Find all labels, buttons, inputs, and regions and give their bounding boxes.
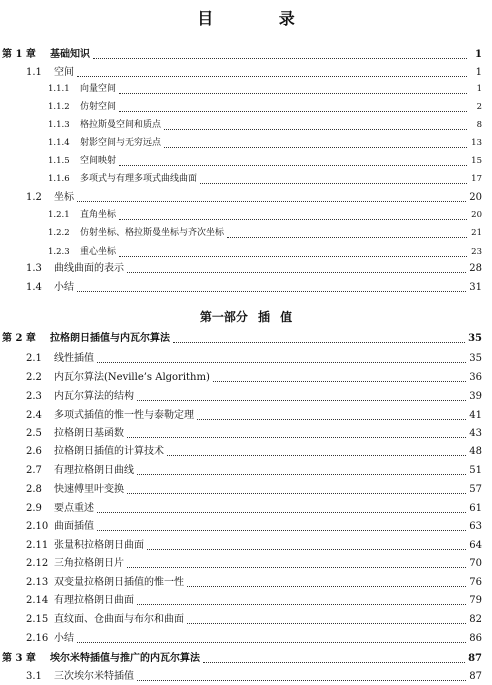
toc-section-entry [0,443,482,460]
toc-subsection-entry [0,117,482,134]
entry-number: 2.10 [26,521,49,532]
page-number: 61 [469,503,482,514]
page-number: 70 [469,558,482,569]
entry-number: 2.3 [26,391,42,402]
entry-number: 2.14 [26,595,49,606]
entry-number: 1.1 [26,67,42,78]
entry-number: 1.1.3 [48,120,70,130]
entry-title: 多项式插值的惟一性与泰勒定理 [54,410,194,421]
page-number: 23 [471,247,482,257]
entry-number: 第 2 章 [2,333,36,344]
toc-section-entry [0,260,482,277]
page-number: 35 [468,333,482,344]
page-number: 41 [469,410,482,421]
entry-number: 第 1 章 [2,49,36,60]
entry-number: 1.1.1 [48,84,70,94]
entry-number: 2.4 [26,410,42,421]
page-number: 13 [471,138,482,148]
entry-title: 拉格朗日基函数 [54,428,124,439]
entry-title: 内瓦尔算法的结构 [54,391,134,402]
entry-title: 仿射空间 [80,102,117,112]
page-number: 86 [469,633,482,644]
entry-number: 2.13 [26,577,49,588]
page-number: 20 [469,192,482,203]
dot-leader [187,612,466,624]
page-number: 76 [469,577,482,588]
entry-title: 多项式与有理多项式曲线曲面 [80,174,198,184]
dot-leader [167,444,466,456]
dot-leader [197,408,466,420]
dot-leader [137,669,466,681]
toc-subsection-entry [0,171,482,188]
toc-section-entry [0,407,482,424]
page-number: 1 [476,84,482,94]
entry-title: 空间 [54,67,74,78]
page-number: 57 [469,484,482,495]
entry-title: 空间映射 [80,156,117,166]
entry-title: 埃尔米特插值与推广的内瓦尔算法 [50,653,200,664]
dot-leader [203,651,465,663]
toc-section-entry [0,425,482,442]
dot-leader [137,389,466,401]
entry-number: 2.7 [26,465,42,476]
toc-section-entry [0,555,482,572]
entry-title: 曲线曲面的表示 [54,263,124,274]
page-number: 17 [471,174,482,184]
entry-number: 1.1.2 [48,102,70,112]
entry-number: 1.3 [26,263,42,274]
toc-section-entry [0,611,482,628]
page-number: 82 [469,614,482,625]
toc-section-entry [0,369,482,386]
page-number: 35 [469,353,482,364]
page-number: 8 [476,120,482,130]
entry-number: 1.2.1 [48,210,70,220]
entry-title: 基础知识 [50,49,90,60]
dot-leader [77,631,466,643]
entry-title: 三次埃尔米特插值 [54,671,134,682]
entry-number: 2.2 [26,372,42,383]
dot-leader [119,82,467,94]
entry-number: 1.1.5 [48,156,70,166]
entry-number: 2.6 [26,446,42,457]
toc-section-entry [0,592,482,609]
entry-title: 重心坐标 [80,247,117,257]
dot-leader [127,556,466,568]
toc-subsection-entry [0,207,482,224]
entry-title: 拉格朗日插值的计算技术 [54,446,164,457]
entry-title: 向量空间 [80,84,117,94]
entry-title: 有理拉格朗日曲面 [54,595,134,606]
entry-number: 2.16 [26,633,49,644]
entry-title: 直纹面、仓曲面与布尔和曲面 [54,614,184,625]
page-number: 28 [469,263,482,274]
entry-title: 快速傅里叶变换 [54,484,124,495]
dot-leader [97,351,466,363]
entry-number: 1.2.2 [48,228,70,238]
entry-title: 坐标 [54,192,74,203]
entry-title: 拉格朗日插值与内瓦尔算法 [50,333,170,344]
toc-chapter-entry [0,330,482,347]
toc-section-entry [0,189,482,206]
page-number: 36 [469,372,482,383]
entry-title: 有理拉格朗日曲线 [54,465,134,476]
entry-title: 三角拉格朗日片 [54,558,124,569]
dot-leader [213,370,466,382]
toc-subsection-entry [0,244,482,261]
toc-section-entry [0,630,482,647]
toc-subsection-entry [0,81,482,98]
page-number: 63 [469,521,482,532]
page-number: 21 [471,228,482,238]
part-heading: 第一部分 插 值 [199,310,293,324]
dot-leader [200,172,467,184]
dot-leader [93,47,467,59]
dot-leader [119,154,467,166]
page-number: 2 [476,102,482,112]
dot-leader [119,100,467,112]
entry-number: 1.4 [26,282,42,293]
toc-section-entry [0,481,482,498]
toc-section-entry [0,537,482,554]
toc-section-entry [0,64,482,81]
entry-title: 张量积拉格朗日曲面 [54,540,144,551]
entry-number: 1.2.3 [48,247,70,257]
toc-section-entry [0,388,482,405]
dot-leader [137,593,466,605]
page-number: 87 [469,671,482,682]
entry-number: 2.11 [26,540,49,551]
page-number: 43 [469,428,482,439]
dot-leader [147,538,466,550]
page-number: 64 [469,540,482,551]
dot-leader [127,261,466,273]
entry-number: 3.1 [26,671,42,682]
dot-leader [137,463,466,475]
entry-title: 小结 [54,282,74,293]
entry-title: 内瓦尔算法(Neville’s Algorithm) [54,372,210,383]
entry-title: 射影空间与无穷远点 [80,138,162,148]
entry-number: 第 3 章 [2,653,36,664]
entry-number: 1.2 [26,192,42,203]
entry-title: 线性插值 [54,353,94,364]
toc-subsection-entry [0,153,482,170]
dot-leader [127,482,466,494]
toc-subsection-entry [0,135,482,152]
entry-number: 1.1.6 [48,174,70,184]
page-number: 31 [469,282,482,293]
dot-leader [127,426,466,438]
toc-subsection-entry [0,99,482,116]
toc-subsection-entry [0,225,482,242]
dot-leader [119,208,467,220]
toc-section-entry [0,574,482,591]
toc-section-entry [0,518,482,535]
page-number: 48 [469,446,482,457]
entry-number: 2.12 [26,558,49,569]
dot-leader [173,331,465,343]
page-number: 1 [475,49,482,60]
entry-number: 1.1.4 [48,138,70,148]
dot-leader [164,118,467,130]
entry-title: 格拉斯曼空间和质点 [80,120,162,130]
toc-chapter-entry [0,46,482,63]
toc-chapter-entry [0,650,482,667]
entry-title: 仿射坐标、格拉斯曼坐标与齐次坐标 [80,228,225,238]
page-number: 51 [469,465,482,476]
dot-leader [97,519,466,531]
page-number: 1 [475,67,482,78]
dot-leader [164,136,467,148]
dot-leader [187,575,466,587]
dot-leader [77,280,466,292]
entry-number: 2.15 [26,614,49,625]
toc-section-entry [0,462,482,479]
entry-title: 小结 [54,633,74,644]
page-number: 39 [469,391,482,402]
entry-title: 直角坐标 [80,210,117,220]
dot-leader [77,190,466,202]
toc-section-entry [0,279,482,296]
entry-title: 要点重述 [54,503,94,514]
entry-number: 2.9 [26,503,42,514]
dot-leader [119,245,467,257]
entry-number: 2.8 [26,484,42,495]
entry-title: 曲面插值 [54,521,94,532]
toc-section-entry [0,500,482,517]
entry-title: 双变量拉格朗日插值的惟一性 [54,577,184,588]
page-number: 79 [469,595,482,606]
page-number: 15 [471,156,482,166]
entry-number: 2.1 [26,353,42,364]
toc-section-entry [0,668,482,685]
entry-number: 2.5 [26,428,42,439]
dot-leader [227,226,467,238]
page-number: 87 [468,653,482,664]
dot-leader [97,501,466,513]
toc-section-entry [0,350,482,367]
page-title: 目 录 [197,9,325,28]
dot-leader [77,65,467,77]
page-number: 20 [471,210,482,220]
